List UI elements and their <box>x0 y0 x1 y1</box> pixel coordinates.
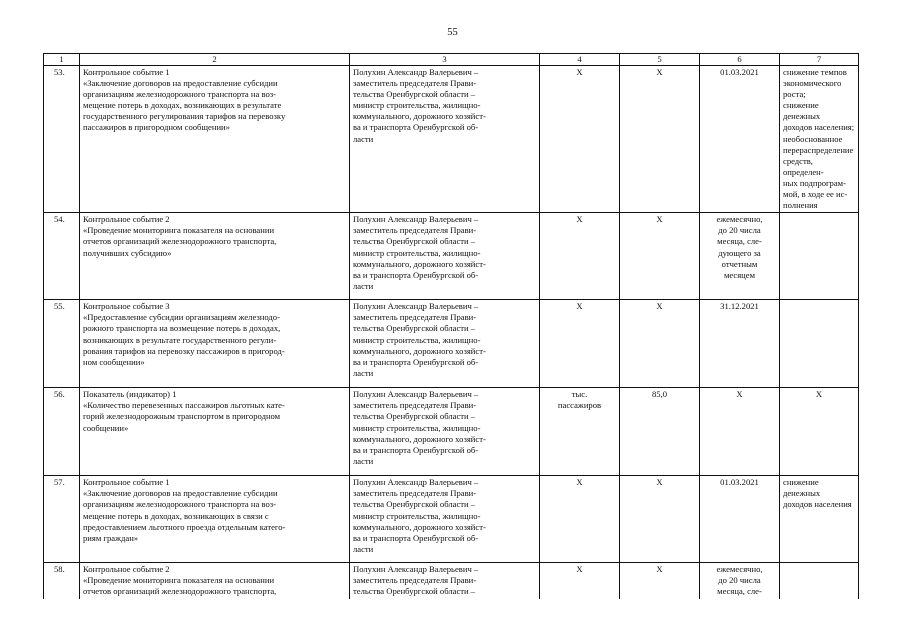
column-header: 1 <box>44 54 80 66</box>
column-header: 3 <box>350 54 540 66</box>
column-header: 7 <box>780 54 859 66</box>
risk-cell <box>780 300 859 388</box>
responsible-person: Полухин Александр Валерьевич – заместитель председателя Прави- тельства Оренбургской области – министр строительства, жилищно- коммунального, дорожного хозяйст- ва и транспорта Оренбургской об- ласти <box>350 476 540 563</box>
value-cell: 85,0 <box>620 388 700 476</box>
unit-cell: X <box>540 476 620 563</box>
risk-cell <box>780 563 859 599</box>
deadline-cell: 01.03.2021 <box>700 66 780 213</box>
responsible-person: Полухин Александр Валерьевич – заместитель председателя Прави- тельства Оренбургской области – министр строительства, жилищно- коммунального, дорожного хозяйст- ва и транспорта Оренбургской об- ласти <box>350 213 540 300</box>
column-header-row <box>44 54 859 66</box>
value-cell: X <box>620 563 700 599</box>
event-description: Контрольное событие 1 «Заключение договоров на предоставление субсидии организациям железнодорожного транспорта на воз- мещение потерь в доходах, возникающих в результате государственного регулирования тарифов на перевозку пассажиров в пригородном сообщении» <box>80 66 350 213</box>
deadline-cell: 31.12.2021 <box>700 300 780 388</box>
column-header: 5 <box>620 54 700 66</box>
table-row <box>44 300 859 388</box>
value-cell: X <box>620 213 700 300</box>
row-number: 55. <box>44 300 80 388</box>
responsible-person: Полухин Александр Валерьевич – заместитель председателя Прави- тельства Оренбургской области – министр строительства, жилищно- коммунального, дорожного хозяйст- ва и транспорта Оренбургской об- ласти <box>350 388 540 476</box>
table-row <box>44 476 859 563</box>
row-number: 57. <box>44 476 80 563</box>
deadline-cell: ежемесячно, до 20 числа месяца, сле- дующего за отчетным месяцем <box>700 213 780 300</box>
unit-cell: тыс. пассажиров <box>540 388 620 476</box>
deadline-cell: X <box>700 388 780 476</box>
unit-cell: X <box>540 563 620 599</box>
unit-cell: X <box>540 66 620 213</box>
row-number: 58. <box>44 563 80 599</box>
risk-cell <box>780 213 859 300</box>
event-description: Контрольное событие 2 «Проведение мониторинга показателя на основании отчетов организаций железнодорожного транспорта, <box>80 563 350 599</box>
table-row <box>44 563 859 599</box>
event-description: Контрольное событие 1 «Заключение договоров на предоставление субсидии организациям железнодорожного транспорта на воз- мещение потерь в доходах, возникающих в связи с предоставлением льготного проезда отдельным катего- риям граждан» <box>80 476 350 563</box>
responsible-person: Полухин Александр Валерьевич – заместитель председателя Прави- тельства Оренбургской области – министр строительства, жилищно- коммунального, дорожного хозяйст- ва и транспорта Оренбургской об- ласти <box>350 300 540 388</box>
event-description: Контрольное событие 2 «Проведение мониторинга показателя на основании отчетов организаций железнодорожного транспорта, получивших субсидию» <box>80 213 350 300</box>
indicator-description: Показатель (индикатор) 1 «Количество перевезенных пассажиров льготных кате- горий железнодорожным транспортом в пригородном сообщении» <box>80 388 350 476</box>
unit-cell: X <box>540 300 620 388</box>
value-cell: X <box>620 66 700 213</box>
column-header: 6 <box>700 54 780 66</box>
value-cell: X <box>620 476 700 563</box>
table-row <box>44 388 859 476</box>
table-row <box>44 66 859 213</box>
deadline-cell: ежемесячно, до 20 числа месяца, сле- <box>700 563 780 599</box>
row-number: 56. <box>44 388 80 476</box>
page-number: 55 <box>447 27 458 38</box>
risk-cell: X <box>780 388 859 476</box>
unit-cell: X <box>540 213 620 300</box>
value-cell: X <box>620 300 700 388</box>
column-header: 4 <box>540 54 620 66</box>
plan-table <box>43 53 859 599</box>
column-header: 2 <box>80 54 350 66</box>
row-number: 54. <box>44 213 80 300</box>
responsible-person: Полухин Александр Валерьевич – заместитель председателя Прави- тельства Оренбургской области – министр строительства, жилищно- коммунального, дорожного хозяйст- ва и транспорта Оренбургской об- ласти <box>350 66 540 213</box>
risk-cell: снижение денежных доходов населения <box>780 476 859 563</box>
responsible-person: Полухин Александр Валерьевич – заместитель председателя Прави- тельства Оренбургской области – <box>350 563 540 599</box>
event-description: Контрольное событие 3 «Предоставление субсидии организациям железнодо- рожного транспорта на возмещение потерь в доходах, возникающих в результате государственного регули- рования тарифов на перевозку пассажиров в пригород- ном сообщении» <box>80 300 350 388</box>
risk-cell: снижение темпов экономического роста; снижение денежных доходов населения; необоснованное перераспределение средств, определен- ных подпрограм- мой, в ходе ее ис- полнения <box>780 66 859 213</box>
table-row <box>44 213 859 300</box>
row-number: 53. <box>44 66 80 213</box>
deadline-cell: 01.03.2021 <box>700 476 780 563</box>
